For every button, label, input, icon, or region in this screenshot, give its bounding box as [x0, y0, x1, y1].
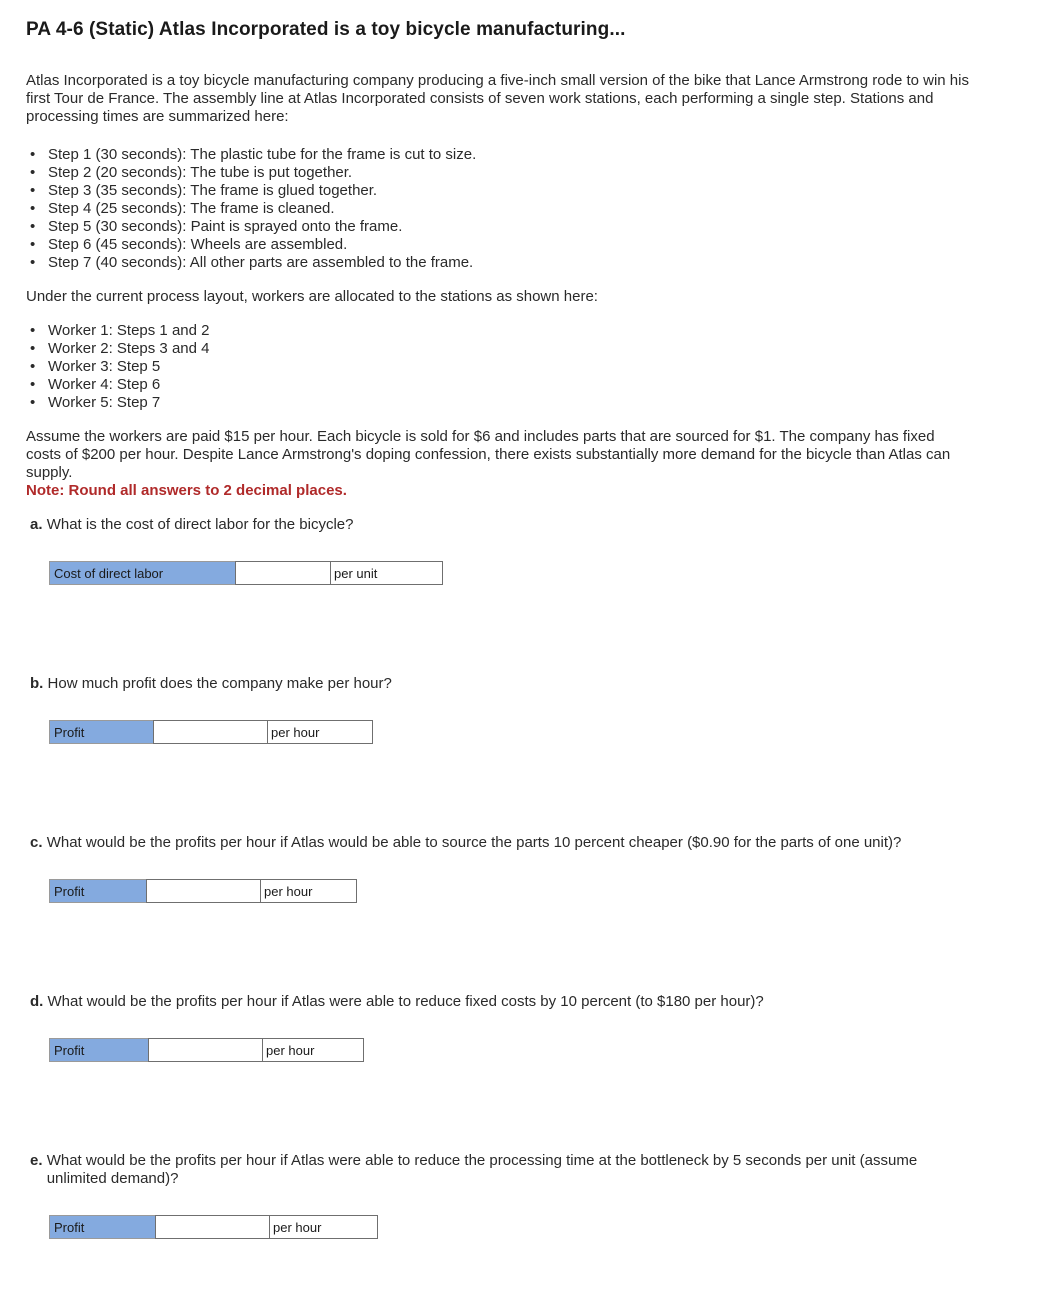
question-text: How much profit does the company make per hour? [47, 675, 392, 692]
answer-label: Profit [49, 879, 146, 903]
question-text: What would be the profits per hour if Atlas would be able to source the parts 10 percent cheaper ($0.90 for the parts of one unit)? [46, 834, 902, 851]
answer-label: Cost of direct labor [49, 561, 235, 585]
profit-input-d[interactable] [148, 1038, 262, 1062]
list-item: • Step 5 (30 seconds): Paint is sprayed onto the frame. [26, 218, 476, 236]
direct-labor-cost-input[interactable] [235, 561, 330, 585]
question-text: What would be the profits per hour if Atlas were able to reduce fixed costs by 10 percent (to $180 per hour)? [47, 993, 764, 1010]
list-item: • Step 2 (20 seconds): The tube is put together. [26, 164, 476, 182]
list-item: • Worker 4: Step 6 [26, 376, 209, 394]
question-letter: c. [30, 834, 43, 851]
answer-label: Profit [49, 720, 153, 744]
question-text: What would be the profits per hour if Atlas were able to reduce the processing time at the bottleneck by 5 seconds per unit (assume unlimited demand)? [46, 1152, 918, 1187]
list-item: • Step 4 (25 seconds): The frame is cleaned. [26, 200, 476, 218]
question-e [30, 1152, 980, 1188]
list-item: • Worker 5: Step 7 [26, 394, 209, 412]
question-letter: e. [30, 1152, 43, 1169]
question-a [30, 516, 980, 534]
profit-input-e[interactable] [155, 1215, 269, 1239]
question-b [30, 675, 980, 693]
list-item: • Step 6 (45 seconds): Wheels are assembled. [26, 236, 476, 254]
list-item: • Worker 3: Step 5 [26, 358, 209, 376]
unit-label: per hour [269, 1215, 378, 1239]
list-item: • Step 3 (35 seconds): The frame is glued together. [26, 182, 476, 200]
profit-input-c[interactable] [146, 879, 260, 903]
answer-row-d [49, 1038, 364, 1062]
question-text: What is the cost of direct labor for the bicycle? [46, 516, 354, 533]
answer-row-a [49, 561, 443, 585]
question-letter: b. [30, 675, 44, 692]
layout-intro: Under the current process layout, workers are allocated to the stations as shown here: [26, 288, 598, 305]
steps-list [26, 146, 476, 272]
answer-label: Profit [49, 1215, 155, 1239]
question-letter: d. [30, 993, 44, 1010]
answer-label: Profit [49, 1038, 148, 1062]
unit-label: per hour [262, 1038, 364, 1062]
rounding-note: Note: Round all answers to 2 decimal places. [26, 482, 347, 499]
unit-label: per hour [267, 720, 373, 744]
assumptions-paragraph: Assume the workers are paid $15 per hour. Each bicycle is sold for $6 and includes parts that are sourced for $1. The company has fixed costs of $200 per hour. Despite Lance Armstrong's doping confession, there exists substantially more demand for the bicycle than Atlas can supply. [26, 428, 951, 481]
page-title: PA 4-6 (Static) Atlas Incorporated is a toy bicycle manufacturing... [26, 19, 626, 40]
answer-row-c [49, 879, 357, 903]
list-item: • Step 1 (30 seconds): The plastic tube for the frame is cut to size. [26, 146, 476, 164]
profit-input-b[interactable] [153, 720, 267, 744]
question-d [30, 993, 980, 1011]
answer-row-b [49, 720, 373, 744]
unit-label: per unit [330, 561, 443, 585]
list-item: • Worker 2: Steps 3 and 4 [26, 340, 209, 358]
question-c [30, 834, 980, 852]
unit-label: per hour [260, 879, 357, 903]
list-item: • Worker 1: Steps 1 and 2 [26, 322, 209, 340]
answer-row-e [49, 1215, 378, 1239]
list-item: • Step 7 (40 seconds): All other parts are assembled to the frame. [26, 254, 476, 272]
question-letter: a. [30, 516, 43, 533]
intro-paragraph: Atlas Incorporated is a toy bicycle manufacturing company producing a five-inch small version of the bike that Lance Armstrong rode to win his first Tour de France. The assembly line at Atlas Incorporated consists of seven work stations, each performing a single step. Stations and processing times are summarized here: [26, 72, 969, 125]
workers-list [26, 322, 209, 412]
